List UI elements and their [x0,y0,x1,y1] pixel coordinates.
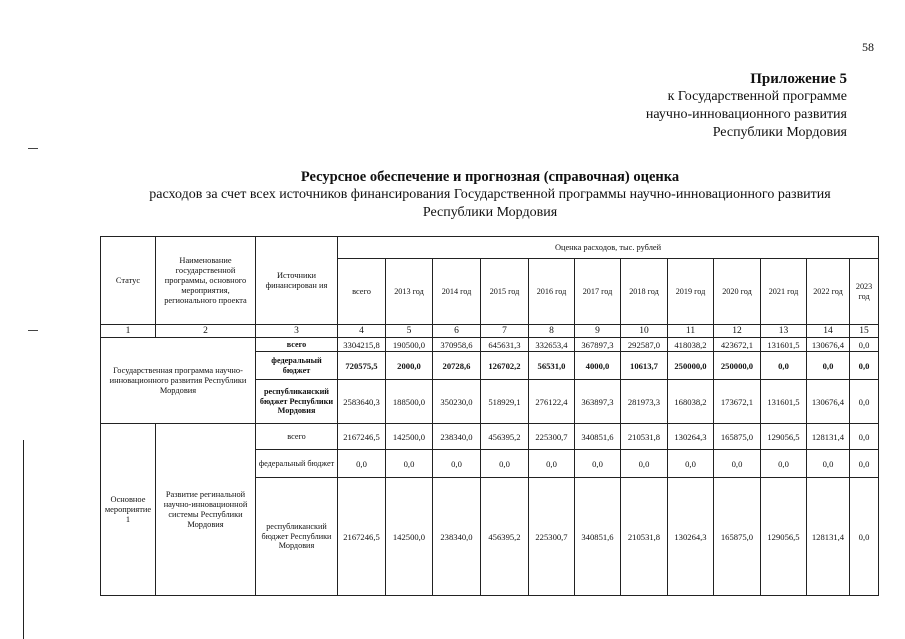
header-year: 2021 год [761,259,807,325]
status-cell: Основное мероприятие 1 [101,424,156,596]
value-cell: 645631,3 [481,338,529,352]
value-cell: 129056,5 [761,424,807,450]
header-estimate: Оценка расходов, тыс. рублей [338,237,879,259]
value-cell: 130264,3 [668,478,714,596]
column-number-row [101,325,879,338]
value-cell: 165875,0 [714,424,761,450]
value-cell: 292587,0 [621,338,668,352]
value-cell: 2000,0 [386,352,433,380]
header-year: 2013 год [386,259,433,325]
appendix-title: Приложение 5 [750,71,847,87]
value-cell: 2583640,3 [338,380,386,424]
value-cell: 131601,5 [761,338,807,352]
value-cell: 128131,4 [807,424,850,450]
document-heading [100,168,880,222]
value-cell: 0,0 [807,450,850,478]
value-cell: 423672,1 [714,338,761,352]
appendix-line-1: к Государственной программе [667,89,847,104]
value-cell: 128131,4 [807,478,850,596]
value-cell: 142500,0 [386,424,433,450]
header-year: 2020 год [714,259,761,325]
value-cell: 20728,6 [433,352,481,380]
value-cell: 225300,7 [529,478,575,596]
value-cell: 0,0 [761,450,807,478]
appendix-line-2: научно-инновационного развития [645,107,847,122]
value-cell: 210531,8 [621,478,668,596]
value-cell: 188500,0 [386,380,433,424]
value-cell: 190500,0 [386,338,433,352]
heading-title: Ресурсное обеспечение и прогнозная (справочная) оценка [300,169,680,185]
value-cell: 281973,3 [621,380,668,424]
value-cell: 238340,0 [433,424,481,450]
header-year: 2016 год [529,259,575,325]
heading-subtitle-1: расходов за счет всех источников финансирования Государственной программы научно-инновационного развития [149,187,831,202]
value-cell: 3304215,8 [338,338,386,352]
value-cell: 0,0 [668,450,714,478]
appendix-block [547,70,847,142]
value-cell: 370958,6 [433,338,481,352]
value-cell: 0,0 [575,450,621,478]
value-cell: 129056,5 [761,478,807,596]
page-number: 58 [862,40,874,54]
value-cell: 168038,2 [668,380,714,424]
header-year: 2014 год [433,259,481,325]
value-cell: 340851,6 [575,424,621,450]
program-section [101,338,879,424]
header-year: 2019 год [668,259,714,325]
value-cell: 518929,1 [481,380,529,424]
value-cell: 0,0 [850,450,879,478]
value-cell: 56531,0 [529,352,575,380]
value-cell: 0,0 [714,450,761,478]
value-cell: 130676,4 [807,338,850,352]
value-cell: 350230,0 [433,380,481,424]
column-number: 9 [575,325,621,338]
header-status: Статус [101,237,156,325]
resource-table [100,236,879,596]
source-cell: республиканский бюджет Республики Мордовия [256,380,338,424]
header-total: всего [338,259,386,325]
value-cell: 4000,0 [575,352,621,380]
column-number: 7 [481,325,529,338]
appendix-line-3: Республики Мордовия [712,125,847,140]
value-cell: 0,0 [621,450,668,478]
value-cell: 418038,2 [668,338,714,352]
program-name-cell: Государственная программа научно-инновационного развития Республики Мордовия [101,338,256,424]
column-number: 10 [621,325,668,338]
value-cell: 165875,0 [714,478,761,596]
column-number: 11 [668,325,714,338]
table-row [101,424,879,450]
value-cell: 250000,0 [668,352,714,380]
header-source: Источники финансирован ия [256,237,338,325]
source-cell: республиканский бюджет Республики Мордовия [256,478,338,596]
column-number: 14 [807,325,850,338]
source-cell: федеральный бюджет [256,450,338,478]
scan-edge-line [23,440,24,639]
value-cell: 456395,2 [481,424,529,450]
value-cell: 238340,0 [433,478,481,596]
value-cell: 0,0 [850,478,879,596]
value-cell: 131601,5 [761,380,807,424]
value-cell: 0,0 [807,352,850,380]
value-cell: 2167246,5 [338,424,386,450]
header-year: 2015 год [481,259,529,325]
value-cell: 10613,7 [621,352,668,380]
value-cell: 126702,2 [481,352,529,380]
column-number: 13 [761,325,807,338]
column-number: 2 [156,325,256,338]
value-cell: 276122,4 [529,380,575,424]
header-name: Наименование государственной программы, основного мероприятия, регионального проекта [156,237,256,325]
heading-subtitle-2: Республики Мордовия [422,205,558,220]
value-cell: 142500,0 [386,478,433,596]
column-number: 3 [256,325,338,338]
value-cell: 225300,7 [529,424,575,450]
source-cell: федеральный бюджет [256,352,338,380]
column-number: 6 [433,325,481,338]
value-cell: 250000,0 [714,352,761,380]
value-cell: 0,0 [761,352,807,380]
column-number: 8 [529,325,575,338]
value-cell: 130676,4 [807,380,850,424]
column-number: 5 [386,325,433,338]
column-number: 15 [850,325,879,338]
header-year: 2022 год [807,259,850,325]
value-cell: 456395,2 [481,478,529,596]
column-number: 1 [101,325,156,338]
value-cell: 720575,5 [338,352,386,380]
value-cell: 0,0 [850,338,879,352]
scan-mark [28,330,38,331]
value-cell: 173672,1 [714,380,761,424]
value-cell: 0,0 [850,424,879,450]
column-number: 12 [714,325,761,338]
value-cell: 2167246,5 [338,478,386,596]
value-cell: 363897,3 [575,380,621,424]
value-cell: 340851,6 [575,478,621,596]
value-cell: 0,0 [481,450,529,478]
column-number: 4 [338,325,386,338]
name-cell: Развитие регинальной научно-инновационной системы Республики Мордовия [156,424,256,596]
value-cell: 0,0 [850,380,879,424]
measure-section [101,424,879,596]
source-cell: всего [256,338,338,352]
value-cell: 0,0 [433,450,481,478]
header-year: 2023 год [850,259,879,325]
value-cell: 130264,3 [668,424,714,450]
value-cell: 0,0 [529,450,575,478]
value-cell: 332653,4 [529,338,575,352]
value-cell: 367897,3 [575,338,621,352]
value-cell: 0,0 [338,450,386,478]
value-cell: 0,0 [386,450,433,478]
scan-mark [28,148,38,149]
header-year: 2018 год [621,259,668,325]
source-cell: всего [256,424,338,450]
header-year: 2017 год [575,259,621,325]
table-row [101,338,879,352]
value-cell: 0,0 [850,352,879,380]
value-cell: 210531,8 [621,424,668,450]
